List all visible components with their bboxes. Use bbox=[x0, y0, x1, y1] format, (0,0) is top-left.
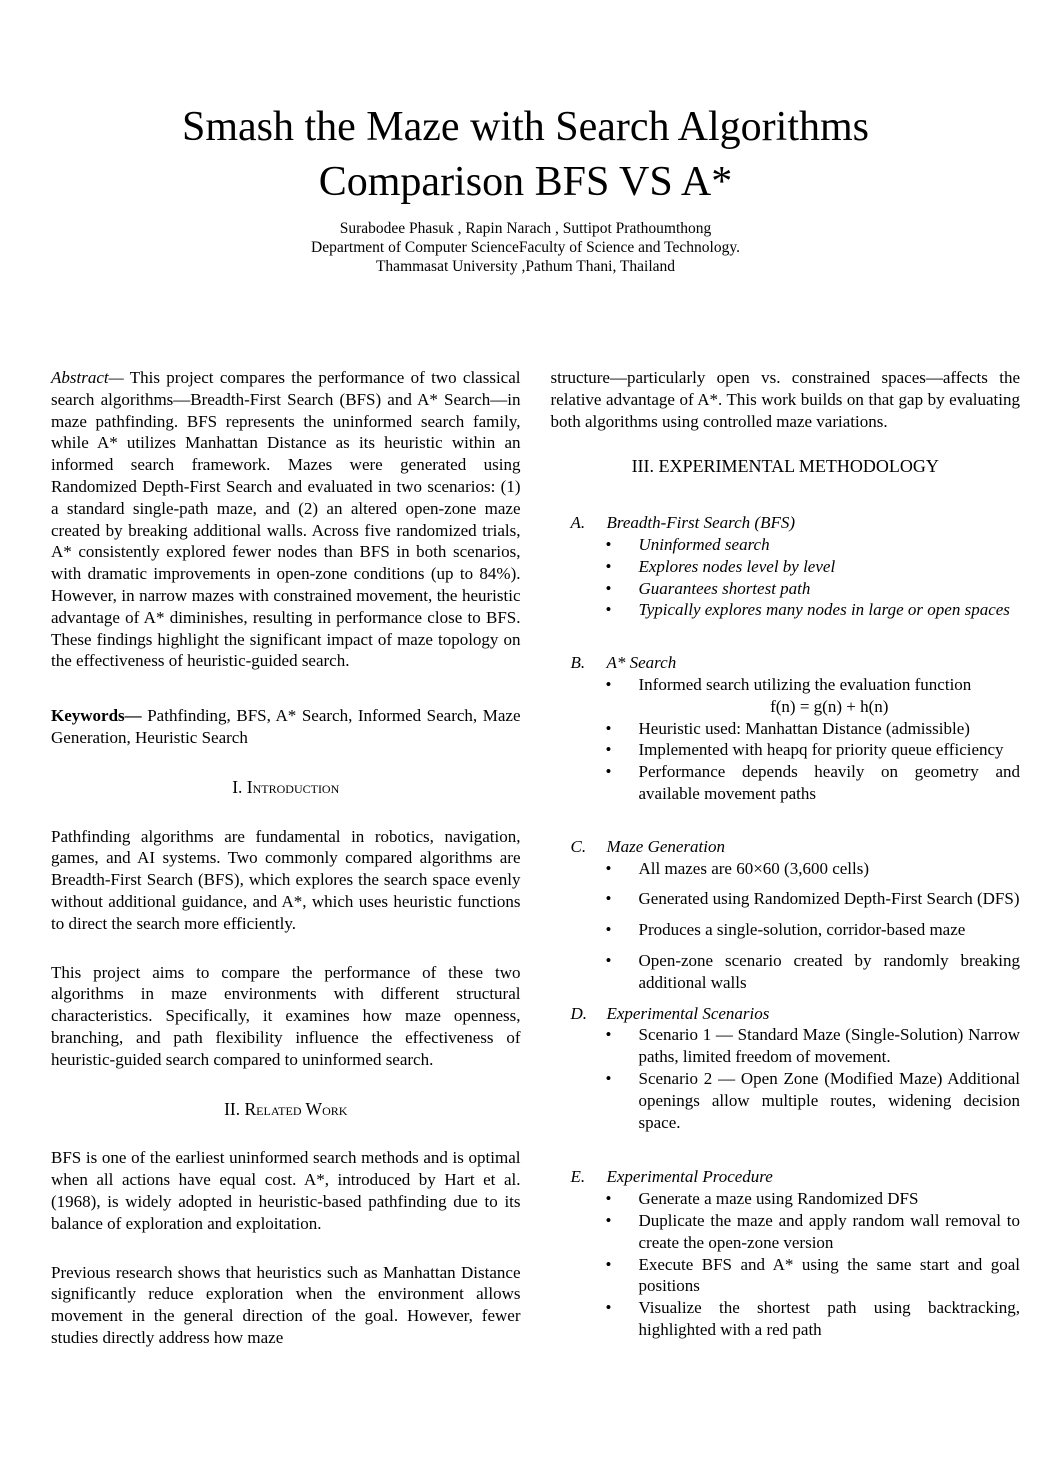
evaluation-function-formula: f(n) = g(n) + h(n) bbox=[770, 696, 889, 716]
bullet-text: Scenario 1 — Standard Maze (Single-Solution) Narrow paths, limited freedom of movement. bbox=[638, 1025, 1020, 1067]
bullet-icon: • bbox=[605, 858, 612, 878]
list-item bbox=[551, 1297, 1021, 1341]
affiliation-line-2: Thammasat University ,Pathum Thani, Thailand bbox=[375, 258, 676, 275]
list-item bbox=[551, 858, 1021, 880]
list-item bbox=[551, 599, 1021, 621]
bullet-icon: • bbox=[605, 950, 612, 970]
list-item bbox=[551, 739, 1021, 761]
subsection-c-heading bbox=[551, 836, 1021, 858]
subsection-a-title: Breadth-First Search (BFS) bbox=[606, 513, 796, 533]
list-item bbox=[551, 761, 1021, 805]
subsection-b-label: B. bbox=[570, 653, 586, 673]
bullet-icon: • bbox=[605, 600, 612, 620]
list-item bbox=[551, 888, 1021, 910]
list-item bbox=[551, 578, 1021, 600]
bullet-icon: • bbox=[605, 762, 612, 782]
paper-title-line2: Comparison BFS VS A* bbox=[318, 159, 733, 205]
related-work-paragraph-2: Previous research shows that heuristics such as Manhattan Distance significantly reduce exploration when the environment allows movement in the general direction of the goal. However, fewer studies directly address how maze bbox=[51, 1262, 521, 1347]
list-item bbox=[551, 1254, 1021, 1298]
list-item bbox=[551, 534, 1021, 556]
bullet-icon: • bbox=[605, 920, 612, 940]
abstract-paragraph bbox=[51, 367, 521, 672]
bullet-text: Heuristic used: Manhattan Distance (admissible) bbox=[638, 718, 970, 738]
subsection-a-label: A. bbox=[570, 513, 586, 533]
subsection-c-maze-generation bbox=[551, 836, 1021, 994]
related-work-continuation-paragraph: structure—particularly open vs. constrained spaces—affects the relative advantage of A*. This work builds on that gap by evaluating both algorithms using controlled maze variations. bbox=[550, 368, 1020, 431]
bullet-text: Duplicate the maze and apply random wall removal to create the open-zone version bbox=[638, 1210, 1020, 1252]
evaluation-function-text: Informed search utilizing the evaluation function bbox=[638, 674, 972, 694]
introduction-paragraph-1: Pathfinding algorithms are fundamental in robotics, navigation, games, and AI systems. Two commonly compared algorithms are Breadth-First Search (BFS), which explores the search space evenly without additional guidance, and A*, which uses heuristic functions to direct the search more efficiently. bbox=[51, 826, 521, 933]
list-item bbox=[551, 950, 1021, 994]
list-item bbox=[551, 919, 1021, 941]
bullet-icon: • bbox=[605, 556, 612, 576]
bullet-text: Scenario 2 — Open Zone (Modified Maze) Additional openings allow multiple routes, widening decision space. bbox=[638, 1068, 1020, 1132]
bullet-text: Performance depends heavily on geometry and available movement paths bbox=[638, 762, 1020, 803]
bullet-text: Execute BFS and A* using the same start and goal positions bbox=[638, 1254, 1020, 1296]
bullet-text: Guarantees shortest path bbox=[638, 578, 811, 598]
subsection-b-title: A* Search bbox=[606, 653, 677, 673]
subsection-d-scenarios bbox=[551, 1003, 1021, 1134]
section-heading-related-work: II. Related Work bbox=[224, 1098, 348, 1119]
right-column bbox=[551, 367, 1021, 1349]
bullet-icon: • bbox=[605, 1068, 612, 1088]
subsection-d-heading bbox=[551, 1003, 1021, 1025]
title-block bbox=[0, 100, 1051, 276]
bullet-text: Typically explores many nodes in large or open spaces bbox=[638, 600, 1010, 620]
subsection-c-title: Maze Generation bbox=[606, 836, 726, 856]
subsection-e-label: E. bbox=[570, 1167, 586, 1187]
bullet-icon: • bbox=[605, 1298, 612, 1318]
subsection-a-bfs bbox=[551, 512, 1021, 621]
bullet-text: Generated using Randomized Depth-First Search (DFS) bbox=[638, 889, 1020, 909]
list-item bbox=[551, 556, 1021, 578]
subsection-b-astar bbox=[551, 652, 1021, 805]
related-work-paragraph-1: BFS is one of the earliest uninformed search methods and is optimal when all actions have equal cost. A*, introduced by Hart et al. (1968), is widely adopted in heuristic-based pathfinding due to its balance of exploration and exploitation. bbox=[51, 1148, 521, 1233]
bullet-text: Explores nodes level by level bbox=[638, 556, 836, 576]
bullet-text: Visualize the shortest path using backtracking, highlighted with a red path bbox=[638, 1298, 1020, 1339]
paper-title bbox=[0, 100, 1051, 210]
left-column bbox=[51, 367, 521, 1349]
subsection-b-heading bbox=[551, 652, 1021, 674]
section-heading-introduction: I. Introduction bbox=[232, 776, 340, 797]
paper-title-line1: Smash the Maze with Search Algorithms bbox=[181, 104, 870, 150]
bullet-icon: • bbox=[605, 718, 612, 738]
bullet-icon: • bbox=[605, 740, 612, 760]
bullet-icon: • bbox=[605, 1210, 612, 1230]
bullet-icon: • bbox=[605, 1254, 612, 1274]
bullet-text: All mazes are 60×60 (3,600 cells) bbox=[638, 858, 870, 878]
list-item bbox=[551, 718, 1021, 740]
list-item bbox=[551, 674, 1021, 718]
subsection-c-label: C. bbox=[570, 836, 587, 856]
introduction-paragraph-2: This project aims to compare the performance of these two algorithms in maze environments with different structural characteristics. Specifically, it examines how maze openness, branching, and path flexibility influence the effectiveness of heuristic-guided search compared to uninformed search. bbox=[51, 962, 521, 1069]
bullet-text: Uninformed search bbox=[638, 534, 770, 554]
keywords-paragraph bbox=[51, 705, 521, 749]
keywords-label: Keywords— bbox=[51, 706, 142, 726]
bullet-icon: • bbox=[605, 889, 612, 909]
subsection-d-title: Experimental Scenarios bbox=[606, 1003, 770, 1023]
bullet-icon: • bbox=[605, 578, 612, 598]
two-column-body bbox=[51, 367, 1020, 1349]
bullet-text bbox=[639, 674, 1021, 718]
bullet-text: Implemented with heapq for priority queue efficiency bbox=[638, 740, 1004, 760]
list-item bbox=[551, 1188, 1021, 1210]
list-item bbox=[551, 1210, 1021, 1254]
subsection-e-procedure bbox=[551, 1166, 1021, 1340]
subsection-e-title: Experimental Procedure bbox=[606, 1167, 773, 1187]
bullet-text: Produces a single-solution, corridor-based maze bbox=[638, 920, 966, 940]
authors-line: Surabodee Phasuk , Rapin Narach , Suttipot Prathoumthong bbox=[339, 220, 712, 237]
list-item bbox=[551, 1024, 1021, 1068]
bullet-text: Generate a maze using Randomized DFS bbox=[638, 1189, 919, 1209]
subsection-e-heading bbox=[551, 1166, 1021, 1188]
abstract-text: This project compares the performance of two classical search algorithms—Breadth-First Search (BFS) and A* Search—in maze pathfinding. BFS represents the uninformed search family, while A* utilizes Manhattan Distance as its heuristic within an informed search framework. Mazes were generated using Randomized Depth-First Search and evaluated in two scenarios: (1) a standard single-path maze, and (2) an altered open-zone maze created by breaking additional walls. Across five randomized trials, A* consistently explored fewer nodes than BFS in both scenarios, with dramatic improvements in open-zone conditions (up to 84%). However, in narrow mazes with constrained movement, the heuristic advantage of A* diminishes, resulting in performance close to BFS. These findings highlight the significant impact of maze topology on the effectiveness of heuristic-guided search. bbox=[51, 368, 521, 671]
bullet-icon: • bbox=[605, 534, 612, 554]
list-item bbox=[551, 1068, 1021, 1133]
abstract-label: Abstract— bbox=[51, 368, 124, 387]
bullet-text: Open-zone scenario created by randomly breaking additional walls bbox=[638, 950, 1020, 992]
bullet-icon: • bbox=[605, 1025, 612, 1045]
bullet-icon: • bbox=[605, 1189, 612, 1209]
affiliation-line-1: Department of Computer ScienceFaculty of Science and Technology. bbox=[311, 239, 740, 256]
keywords-text: Pathfinding, BFS, A* Search, Informed Search, Maze Generation, Heuristic Search bbox=[51, 706, 521, 747]
section-heading-methodology: III. EXPERIMENTAL METHODOLOGY bbox=[631, 456, 939, 477]
subsection-a-heading bbox=[551, 512, 1021, 534]
subsection-d-label: D. bbox=[570, 1003, 588, 1023]
bullet-icon: • bbox=[605, 674, 612, 694]
